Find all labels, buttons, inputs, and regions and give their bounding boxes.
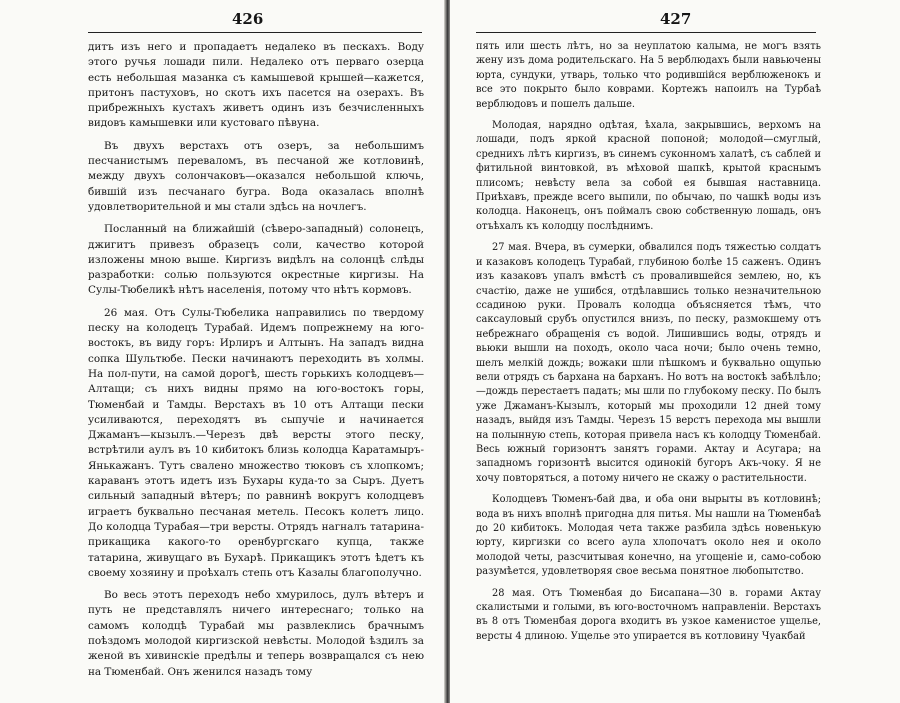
page-number: 426 [232,10,264,28]
header-rule [476,32,816,33]
paragraph: Колодцевъ Тюменъ-бай два, и оба они вырыты въ котловинѣ; вода въ нихъ вполнѣ пригодна для питья. Мы нашли на Тюменбаѣ до 20 кибитокъ. Молодая чета также разбила здѣсь новенькую юрту, киргизки со всего аула хлопочатъ около нея и около молодой четы, разсчитывая конечно, на угощеніе и, само-собою разумѣется, удовлетворяя свое весьма понятное любопытство. [476,494,821,578]
paragraph: 26 мая. Отъ Сулы-Тюбелика направились по твердому песку на колодецъ Турабай. Идемъ попрежнему на юго-востокъ, въ виду горъ: Ирлиръ и Алтынъ. На западъ видна сопка Шультюбе. Пески начинаютъ переходить въ холмы. На пол-пути, на самой дорогѣ, шесть горькихъ колодцевъ—Алтащи; съ нихъ видны прямо на юго-востокъ горы, Тюменбай и Тамды. Верстахъ въ 10 отъ Алтащи пески усиливаются, переходятъ въ сыпучіе и начинается Джаманъ—кызылъ.—Черезъ двѣ версты этого песку, встрѣтили аулъ въ 10 кибитокъ близь колодца Каратамыръ-Янькажанъ. Тутъ свалено множество тюковъ съ хлопкомъ; караванъ этотъ идетъ изъ Бухары куда-то за Сыръ. Дуетъ сильный западный вѣтеръ; по равнинѣ вокругъ колодцевъ играетъ буквально песчаная метель. Песокъ колетъ лицо. До колодца Турабая—три версты. Отрядъ нагналъ татарина-прикащика какого-то оренбургскаго купца, также татарина, живущаго въ Бухарѣ. Прикащикъ этотъ ѣдетъ къ своему хозяину и проѣхалъ степь отъ Казалы благополучно. [88,306,424,579]
left-page [0,0,446,703]
paragraph: Во весь этотъ переходъ небо хмурилось, дулъ вѣтеръ и путь не представлялъ ничего интереснаго; только на самомъ колодцѣ Турабай мы развлеклись брачнымъ поѣздомъ молодой киргизской невѣсты. Молодой ѣздилъ за женой въ хивинскіе предѣлы и теперь возвращался съ нею на Тюменбай. Онъ женился назадъ тому [88,589,424,678]
paragraph: Молодая, нарядно одѣтая, ѣхала, закрывшись, верхомъ на лошади, подъ яркой красной попоной; молодой—смуглый, среднихъ лѣтъ киргизъ, въ синемъ суконномъ халатѣ, съ саблей и фитильной винтовкой, въ мѣховой шапкѣ, крытой краснымъ плисомъ; невѣсту вела за собой ея бывшая наставница. Приѣхавъ, прежде всего выпили, по обычаю, по чашкѣ воды изъ колодца. Наконецъ, онъ поймалъ свою собственную лошадь, онъ отъѣхалъ къ колодцу послѣднимъ. [476,120,821,232]
paragraph: Въ двухъ верстахъ отъ озеръ, за небольшимъ песчанистымъ переваломъ, въ песчаной же котловинѣ, между двухъ солончаковъ—оказался небольшой ключь, бившій изъ песчанаго бугра. Вода оказалась вполнѣ удовлетворительной и мы стали здѣсь на ночлегъ. [88,139,424,213]
paragraph: 27 мая. Вчера, въ сумерки, обвалился подъ тяжестью солдатъ и казаковъ колодецъ Турабай, глубиною болѣе 15 саженъ. Одинъ изъ казаковъ упалъ вмѣстѣ съ провалившейся землею, но, къ счастію, даже не ушибся, отдѣлавшись только незначительною ссадиною руки. Провалъ колодца объясняется тѣмъ, что саксауловый срубъ опустился внизъ, по песку, размокшему отъ небрежнаго обращенія съ водой. Лишившись воды, отрядъ и вьюки вышли на походъ, около часа ночи; было очень темно, шелъ мелкій дождь; вожаки шли пѣшкомъ и буквально ощупью вели отрядъ съ бархана на барханъ. Но вотъ на востокѣ забѣлѣло;—дождь перестаетъ падать; мы шли по глубокому песку. По былъ уже Джаманъ-Кызылъ, который мы проходили 12 дней тому назадъ, выйдя изъ Тамды. Черезъ 15 верстъ перехода мы вышли на полынную степь, которая привела насъ къ колодцу Тюменбай. Весь южный горизонтъ занятъ горами. Актау и Асугара; на западномъ горизонтѣ высится одинокій бугоръ Акъ-чоку. Я не хочу повторяться, а потому ничего не скажу о растительности. [476,242,821,484]
paragraph: пять или шесть лѣтъ, но за неуплатою калыма, не могъ взять жену изъ дома родительскаго. На 5 верблюдахъ были навьючены юрта, сундуки, утварь, только что родившійся верблюженокъ и все это покрыто было коврами. Кортежъ напоилъ на Турбаѣ верблюдовъ и пошелъ дальше. [476,41,821,110]
right-page [450,0,900,703]
page-text [88,40,424,680]
paragraph: Посланный на ближайшій (сѣверо-западный) солонецъ, джигитъ привезъ образецъ соли, качество которой изложены мною выше. Киргизъ видѣлъ на солонцѣ слѣды разработки: солью пользуются окрестные киргизы. На Сулы-Тюбеликѣ нѣтъ населенія, потому что нѣтъ кормовъ. [88,223,424,297]
paragraph: дитъ изъ него и пропадаетъ недалеко въ пескахъ. Воду этого ручья лошади пили. Недалеко отъ перваго озерца есть небольшая мазанка съ камышевой крышей—кажется, притонъ пастуховъ, но скотъ ихъ пасется на озерахъ. Въ прибрежныхъ кустахъ живетъ одинъ изъ безчисленныхъ видовъ камышевки или кустоваго пѣвуна. [88,41,424,130]
page-text [476,40,821,644]
header-rule [88,32,422,33]
page-number: 427 [660,10,692,28]
paragraph: 28 мая. Отъ Тюменбая до Бисапана—30 в. горами Актау скалистыми и голыми, въ юго-восточномъ направленіи. Верстахъ въ 8 отъ Тюменбая дорога входитъ въ узкое каменистое ущелье, версты 4 длиною. Ущелье это упирается въ котловину Чуакбай [476,587,821,642]
